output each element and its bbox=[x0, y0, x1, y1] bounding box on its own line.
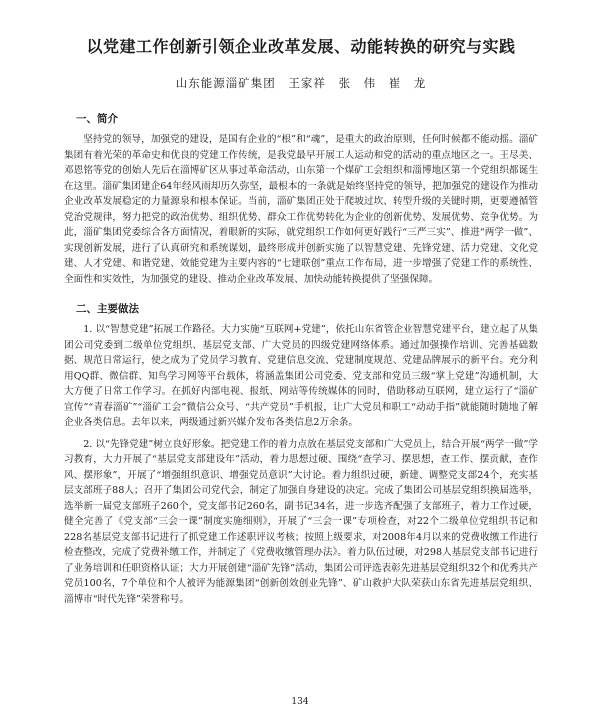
author-line bbox=[64, 75, 538, 91]
section-heading-methods: 二、主要做法 bbox=[76, 303, 139, 315]
paper-title: 以党建工作创新引领企业改革发展、动能转换的研究与实践 bbox=[86, 37, 516, 56]
body-paragraph: 1. 以“智慧党建”拓展工作路径。大力实施“互联网+党建”，依托山东省管企业智慧党建平台，建立起了从集团公司党委到二级单位党组织、基层党支部、广大党员的四级党建网络体系。通过加强操作培训、完善基础数据、规范日常运行，使之成为了党员学习教育、党建信息交流、党建制度规范、党建品牌展示的新平台。充分利用QQ群、微信群、知鸟学习网等平台载体，将涵盖集团公司党委、党支部和党员三级“掌上党建”沟通机制，大大方便了日常工作学习。在抓好内部电视、报纸、网站等传统媒体的同时，借助移动互联网，建立运行了“淄矿宣传”“青春淄矿”“淄矿工会”微信公众号、“共产党员”手机报，让广大党员和职工“动动手指”就能随时随地了解企业各类信息。去年以来，两级通过新兴媒介发布各类信息2万余条。 bbox=[64, 324, 538, 428]
body-paragraph: 2. 以“先锋党建”树立良好形象。把党建工作的着力点放在基层党支部和广大党员上，结合开展“两学一做”学习教育，大力开展了“基层党支部建设年”活动，着力思想过硬、围绕“查学习、摆思想，查工作、摆贡献，查作风、摆形象”，开展了“增强组织意识、增强党员意识”大讨论。着力组织过硬，新建、调整党支部24个，充实基层支部班子88人；召开了集团公司党代会，制定了加强自身建设的决定。完成了集团公司基层党组织换届选举，选举新一届党支部班子260个，党支部书记260名，副书记34名，进一步选齐配强了支部班子，着力工作过硬，健全完善了《党支部“三会一课”制度实施细则》，开展了“三会一课”专项检查，对22个二级单位党组织书记和228名基层党支部书记进行了抓党建工作述职评议考核；按照上级要求，对2008年4月以来的党费收缴工作进行检查整改，完成了党费补缴工作，并制定了《党费收缴管理办法》。着力队伍过硬，对298人基层党支部书记进行了业务培训和任职资格认证；大力开展创建“淄矿先锋”活动，集团公司评选表彰先进基层党组织32个和优秀共产党员100名，7个单位和个人被评为能源集团“创新创效创业先锋”、矿山救护大队荣获山东省先进基层党组织、淄博市“时代先锋”荣誉称号。 bbox=[64, 438, 539, 605]
page-number: 134 bbox=[291, 697, 309, 707]
author-name: 王家祥 bbox=[288, 76, 326, 90]
section-heading-intro: 一、简介 bbox=[76, 113, 118, 125]
author-affiliation: 山东能源淄矿集团 bbox=[175, 76, 276, 90]
author-name: 张 伟 bbox=[338, 76, 377, 90]
author-name: 崔 龙 bbox=[388, 76, 427, 90]
body-paragraph: 坚持党的领导，加强党的建设，是国有企业的“根”和“魂”，是重大的政治原则，任何时候都不能动摇。淄矿集团有着光荣的革命史和优良的党建工作传统，是我党最早开展工人运动和党的活动的重点地区之一。王尽美、邓恩铭等党的创始人先后在淄博矿区从事过革命活动，山东第一个煤矿工会组织和淄博地区第一个党组织都诞生在这里。淄矿集团建企64年经风雨却历久弥坚，最根本的一条就是始终坚持党的领导，把加强党的建设作为推动企业改革发展稳定的力量源泉和根本保证。当前，淄矿集团正处于爬坡过坎、转型升级的关键时期，更要遵循管党治党规律，努力把党的政治优势、组织优势、群众工作优势转化为企业的创新优势、发展优势、竞争优势。为此，淄矿集团党委综合各方面情况，着眼新的实际，就党组织工作如何更好践行“三严三实”、推进“两学一做”、实现创新发展，进行了认真研究和系统谋划，最终形成并创新实施了以智慧党建、先锋党建、活力党建、文化党建、人才党建、和谐党建、效能党建为主要内容的“七建联创”重点工作布局，进一步增强了党建工作的系统性、全面性和实效性，为加强党的建设、推动企业改革发展、加快动能转换提供了坚强保障。 bbox=[64, 134, 538, 285]
